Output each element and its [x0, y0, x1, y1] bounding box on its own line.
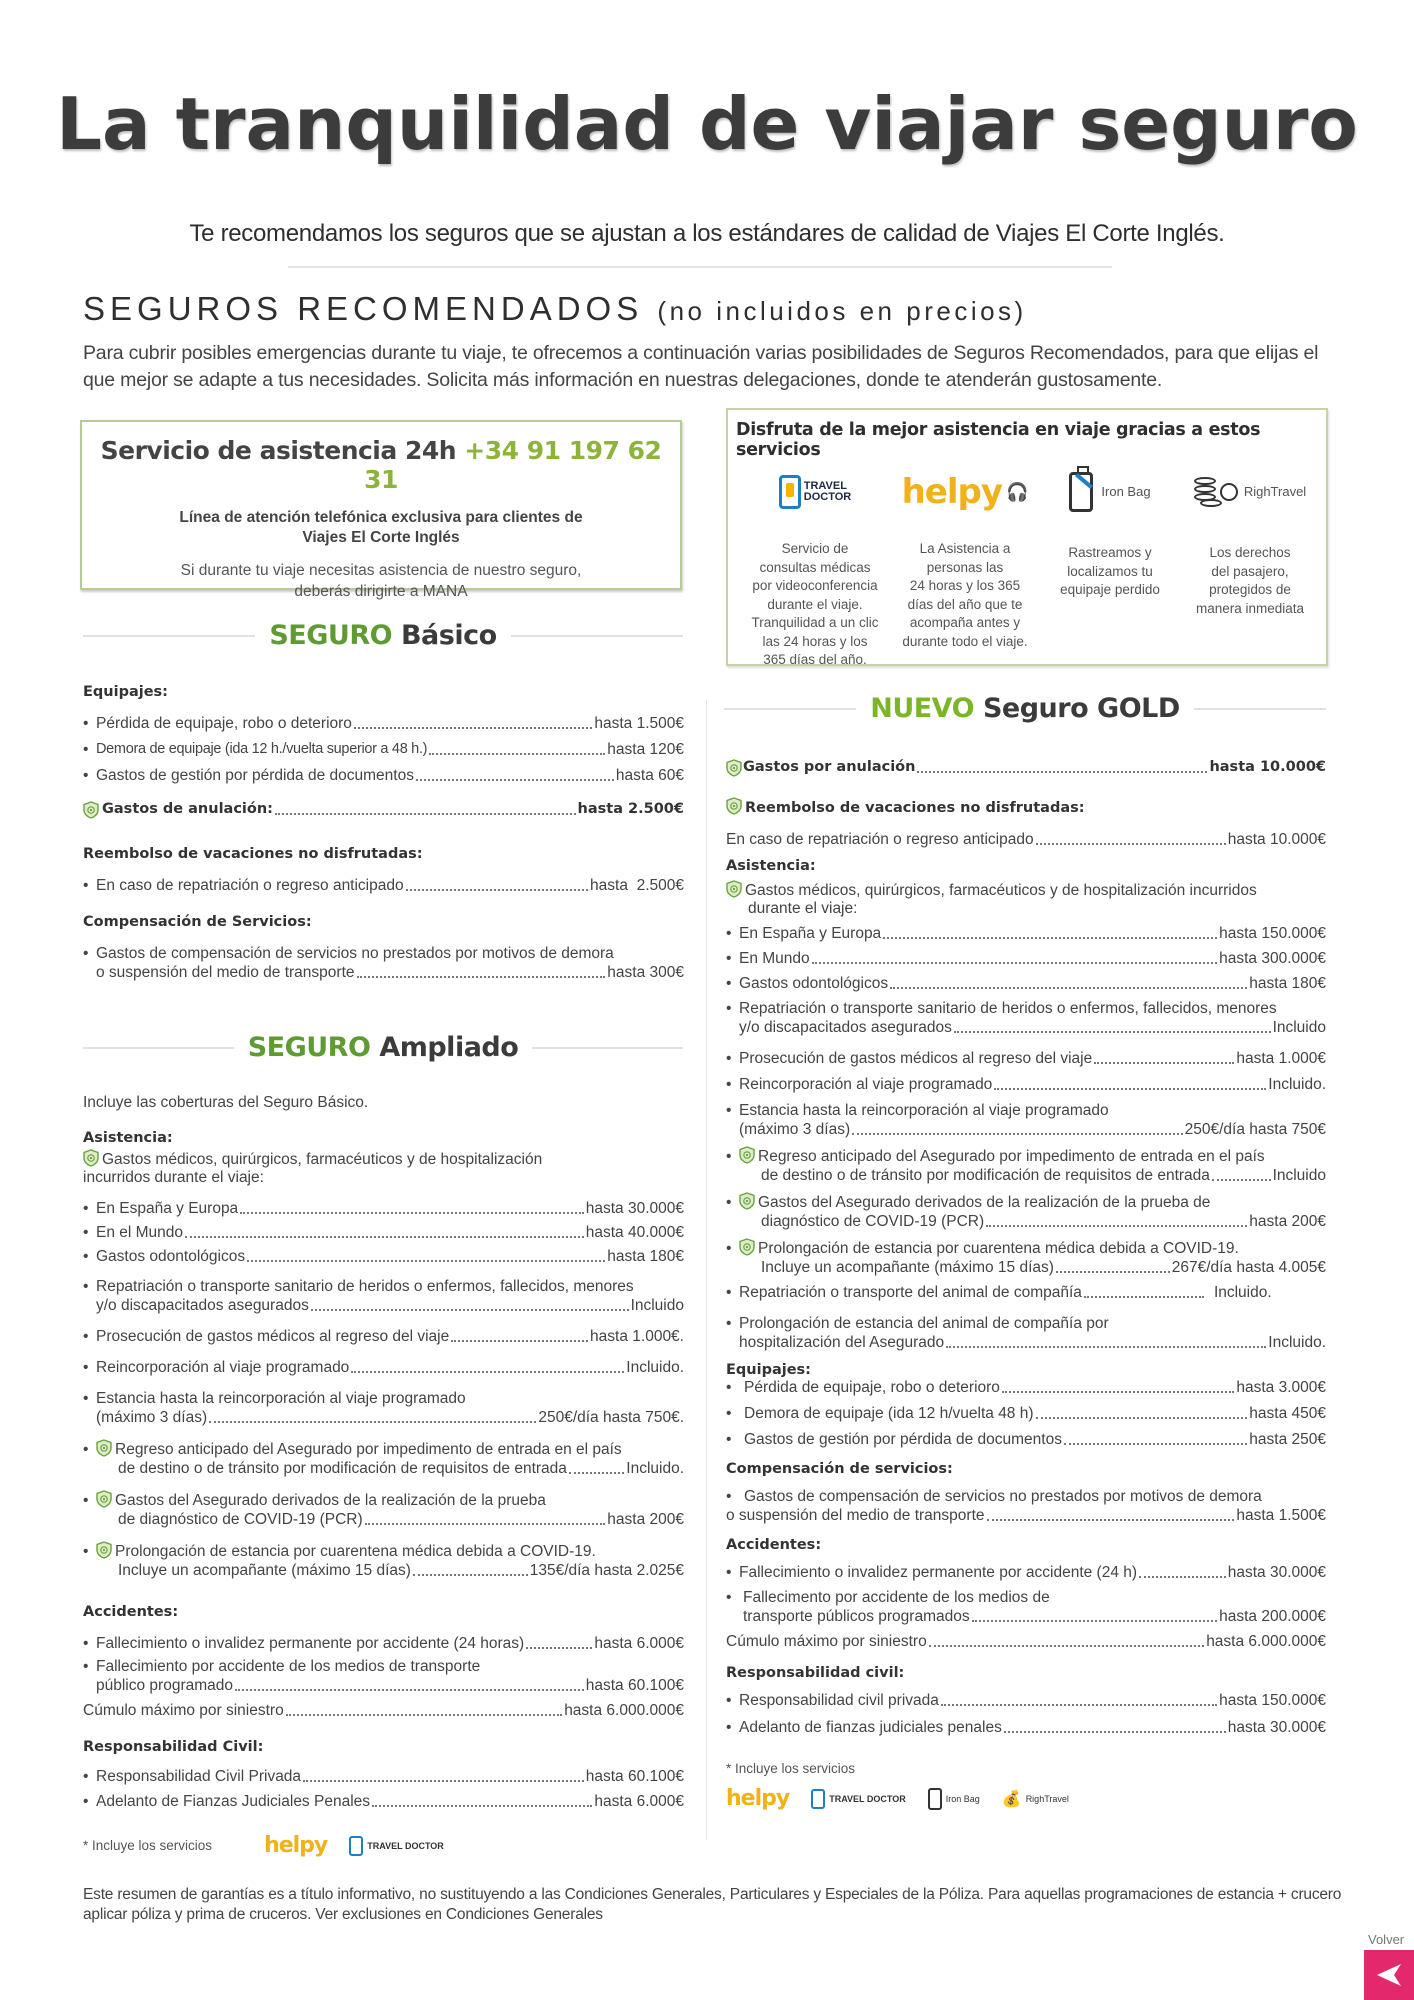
coverage-row: • Repatriación o transporte sanitario de heridos o enfermos, fallecidos, menores y/o discapacitados asegurados Incluido — [83, 1278, 684, 1314]
headset-icon: 🎧 — [1006, 481, 1029, 502]
gold-coverage — [726, 758, 1326, 1811]
desc-line: las 24 horas y los — [762, 633, 868, 649]
column-divider — [706, 700, 707, 1840]
coverage-row: Cúmulo máximo por siniestro hasta 6.000.000€ — [726, 1633, 1326, 1650]
group-label: Compensación de Servicios: — [83, 914, 312, 930]
service-description — [1042, 544, 1178, 600]
assistance-phone[interactable]: +34 91 197 62 31 — [364, 436, 662, 494]
coverage-row: • Prosecución de gastos médicos al regreso del viaje hasta 1.000€ — [726, 1050, 1326, 1067]
group-label: Accidentes: — [83, 1604, 179, 1620]
included-services — [83, 1833, 684, 1858]
coins-icon: 💰 — [1001, 1790, 1022, 1808]
shield-icon — [726, 797, 742, 815]
shield-icon — [726, 880, 742, 898]
logo-text: DOCTOR — [803, 491, 852, 503]
footer-disclaimer: Este resumen de garantías es a título informativo, no sustituyendo a las Condiciones Generales, Particulares y Especiales de la Póliza. Para aquellas programaciones de estancia + crucero aplicar póliza y prima de cruceros. Ver exclusiones en Condiciones Generales — [83, 1886, 1342, 1923]
group-label: Asistencia: — [83, 1130, 173, 1146]
heading-line — [511, 635, 683, 637]
coverage-row: • Fallecimiento por accidente de los medios de transporte público programado hasta 60.100€ — [83, 1658, 684, 1694]
travel-doctor-logo — [742, 462, 888, 522]
travel-doctor-logo: TRAVEL DOCTOR — [811, 1789, 906, 1809]
coverage-row: • Adelanto de Fianzas Judiciales Penales hasta 6.000€ — [83, 1793, 684, 1810]
phone-icon — [349, 1836, 363, 1856]
helpy-logo: helpy — [264, 1833, 328, 1858]
divider — [288, 266, 1112, 268]
coverage-row: Gastos médicos, quirúrgicos, farmacéuticos y de hospitalización incurridos durante el viaje: — [726, 880, 1326, 918]
heading-line — [532, 1047, 683, 1049]
service-helpy — [892, 462, 1038, 651]
coverage-row: • Prosecución de gastos médicos al regreso del viaje hasta 1.000€. — [83, 1328, 684, 1345]
shield-icon — [739, 1192, 755, 1210]
service-rightravel — [1180, 462, 1320, 618]
desc-line: protegidos de — [1209, 582, 1291, 597]
desc-line: 365 días del año. — [763, 652, 867, 667]
includes-services-label: * Incluye los servicios — [83, 1838, 213, 1853]
coverage-row: • Regreso anticipado del Asegurado por impedimento de entrada en el país de destino o de tránsito por modificación de requisitos de entrada Incluido — [726, 1148, 1326, 1184]
assistance-note-2: deberás dirigirte a MANA — [294, 583, 468, 600]
assistance-title-text: Servicio de asistencia 24h — [100, 436, 457, 465]
coverage-row: • Prolongación de estancia por cuarentena médica debida a COVID-19. Incluye un acompañante (máximo 15 días) 267€/día hasta 4.005€ — [726, 1240, 1326, 1276]
section-heading-main: SEGUROS RECOMENDADOS — [83, 290, 644, 327]
shield-icon — [96, 1541, 112, 1559]
logo-text: Iron Bag — [1101, 483, 1151, 499]
group-label: Equipajes: — [726, 1362, 811, 1378]
desc-line: Rastreamos y — [1068, 545, 1152, 560]
desc-line: La Asistencia a — [919, 541, 1011, 556]
gold-title: NUEVO Seguro GOLD — [870, 693, 1180, 724]
coverage-row: • Reincorporación al viaje programado Incluido. — [83, 1359, 684, 1376]
page-subtitle: Te recomendamos los seguros que se ajustan a los estándares de calidad de Viajes El Corte Inglés. — [189, 220, 1225, 247]
desc-line: por videoconferencia — [752, 578, 878, 593]
desc-line: durante el viaje. — [767, 596, 863, 612]
back-label: Volver — [1368, 1932, 1405, 1947]
basico-heading — [83, 620, 683, 651]
service-description — [1180, 544, 1320, 618]
group-label: Compensación de servicios: — [726, 1461, 953, 1477]
group-label: Equipajes: — [83, 684, 168, 700]
desc-line: equipaje perdido — [1060, 582, 1160, 597]
phone-icon — [811, 1789, 825, 1809]
assistance-line — [82, 508, 680, 548]
heading-line — [724, 708, 856, 710]
rightravel-logo: 💰 RighTravel — [1001, 1790, 1069, 1808]
coverage-row: • Regreso anticipado del Asegurado por impedimento de entrada en el país de destino o de tránsito por modificación de requisitos de entrada Incluido. — [83, 1441, 684, 1477]
shield-icon — [83, 801, 99, 819]
helpy-logo — [892, 462, 1038, 522]
coverage-row: • Fallecimiento o invalidez permanente por accidente (24 h) hasta 30.000€ — [726, 1564, 1326, 1581]
heading-line — [83, 1047, 234, 1049]
coverage-row: • En España y Europa hasta 30.000€ — [83, 1200, 684, 1217]
back-button[interactable] — [1364, 1950, 1414, 2000]
assistance-box — [80, 420, 682, 600]
rightravel-logo — [1180, 462, 1320, 522]
ampliado-heading — [83, 1032, 683, 1063]
luggage-icon — [1069, 472, 1093, 512]
coverage-row: • Gastos del Asegurado derivados de la realización de la prueba de diagnóstico de COVID-19 (PCR) hasta 200€ — [83, 1492, 684, 1528]
section-heading-sub: (no incluidos en precios) — [657, 296, 1027, 326]
logo-text: helpy — [901, 471, 1002, 512]
group-label: Asistencia: — [726, 858, 816, 874]
luggage-icon — [928, 1788, 942, 1810]
assistance-line-1: Línea de atención telefónica exclusiva para clientes de — [179, 509, 583, 526]
coverage-row: • Fallecimento por accidente de los medios de transporte públicos programados hasta 200.000€ — [726, 1589, 1326, 1625]
coverage-row: • Demora de equipaje (ida 12 h/vuelta 48 h) hasta 450€ — [726, 1405, 1326, 1422]
shield-icon — [83, 1149, 99, 1167]
service-iron-bag — [1042, 462, 1178, 600]
heading-line — [1194, 708, 1326, 710]
iron-bag-logo: Iron Bag — [928, 1788, 980, 1810]
desc-line: acompaña antes y — [909, 615, 1021, 630]
includes-services-label: * Incluye los servicios — [726, 1761, 856, 1776]
coverage-row: • Gastos del Asegurado derivados de la realización de la prueba de diagnóstico de COVID-19 (PCR) hasta 200€ — [726, 1194, 1326, 1230]
coverage-row: • Responsabilidad civil privada hasta 150.000€ — [726, 1692, 1326, 1709]
ampliado-coverage — [83, 1094, 684, 1858]
coverage-row: • Pérdida de equipaje, robo o deterioro hasta 1.500€ — [83, 715, 684, 732]
section-heading — [83, 290, 1027, 328]
coverage-row: • Gastos de compensación de servicios no prestados por motivos de demora o suspensión del medio de transporte hasta 1.500€ — [726, 1488, 1326, 1524]
coverage-row: • Responsabilidad Civil Privada hasta 60.100€ — [83, 1768, 684, 1785]
coverage-row: • Gastos de gestión por pérdida de documentos hasta 250€ — [726, 1431, 1326, 1448]
coverage-row: Gastos médicos, quirúrgicos, farmacéuticos y de hospitalización incurridos durante el viaje: — [83, 1151, 543, 1186]
helpy-logo: helpy — [726, 1786, 790, 1811]
coverage-row: Cúmulo máximo por siniestro hasta 6.000.000€ — [83, 1702, 684, 1719]
basico-title: SEGURO Básico — [269, 620, 497, 651]
basico-coverage — [83, 684, 684, 982]
coverage-row: • Repatriación o transporte del animal de compañía Incluido. — [726, 1284, 1272, 1301]
services-box — [726, 408, 1328, 666]
coverage-row: • Adelanto de fianzas judiciales penales hasta 30.000€ — [726, 1719, 1326, 1736]
assistance-line-2: Viajes El Corte Inglés — [302, 529, 460, 546]
heading-line — [83, 635, 255, 637]
coverage-row: En caso de repatriación o regreso anticipado hasta 10.000€ — [726, 831, 1326, 848]
logo-text: RighTravel — [1243, 483, 1307, 499]
group-label: Reembolso de vacaciones no disfrutadas: — [726, 797, 1326, 816]
included-services — [726, 1786, 1326, 1811]
shield-icon — [739, 1146, 755, 1164]
shield-icon — [96, 1439, 112, 1457]
coverage-row: Gastos de anulación: hasta 2.500€ — [83, 800, 684, 819]
shield-icon — [739, 1238, 755, 1256]
shield-icon — [96, 1490, 112, 1508]
desc-line: consultas médicas — [759, 559, 871, 575]
coverage-row: • Prolongación de estancia del animal de compañía por hospitalización del Asegurado Incluido. — [726, 1315, 1326, 1351]
desc-line: manera inmediata — [1195, 600, 1305, 616]
desc-line: del pasajero, — [1211, 563, 1289, 579]
coverage-row: • Reincorporación al viaje programado Incluido. — [726, 1076, 1326, 1093]
shield-icon — [726, 759, 742, 777]
coverage-row: • Fallecimiento o invalidez permanente por accidente (24 horas) hasta 6.000€ — [83, 1635, 684, 1652]
group-label: Responsabilidad civil: — [726, 1665, 905, 1681]
coverage-row: • Pérdida de equipaje, robo o deterioro hasta 3.000€ — [726, 1379, 1326, 1396]
coverage-row: Gastos por anulación hasta 10.000€ — [726, 758, 1326, 777]
desc-line: durante todo el viaje. — [902, 633, 1028, 649]
logo-text: TRAVEL — [803, 480, 847, 492]
page-title: La tranquilidad de viajar seguro — [56, 82, 1358, 166]
group-label: Responsabilidad Civil: — [83, 1739, 264, 1755]
assistance-note-1: Si durante tu viaje necesitas asistencia de nuestro seguro, — [180, 562, 582, 579]
coverage-row: • En Mundo hasta 300.000€ — [726, 950, 1326, 967]
coverage-row: • Estancia hasta la reincorporación al viaje programado (máximo 3 días) 250€/día hasta 750€ — [726, 1102, 1326, 1138]
desc-line: localizamos tu — [1067, 563, 1153, 579]
desc-line: personas las — [926, 559, 1004, 575]
group-label: Accidentes: — [726, 1537, 822, 1553]
coverage-row: • Gastos odontológicos hasta 180€ — [726, 975, 1326, 992]
coverage-row: • En caso de repatriación o regreso anticipado hasta 2.500€ — [83, 877, 684, 894]
gold-heading — [724, 693, 1326, 724]
arrow-left-icon — [1375, 1962, 1403, 1988]
coverage-row: • Prolongación de estancia por cuarentena médica debida a COVID-19. Incluye un acompañante (máximo 15 días) 135€/día hasta 2.025€ — [83, 1543, 684, 1579]
coverage-row: • Gastos de compensación de servicios no prestados por motivos de demora o suspensión del medio de transporte hasta 300€ — [83, 945, 684, 981]
group-label: Reembolso de vacaciones no disfrutadas: — [83, 846, 423, 862]
desc-line: 24 horas y los 365 — [909, 578, 1021, 593]
desc-line: días del año que te — [907, 596, 1023, 612]
desc-line: Servicio de — [781, 541, 849, 556]
desc-line: Tranquilidad a un clic — [751, 615, 879, 630]
assistance-note — [82, 560, 680, 602]
ampliado-title: SEGURO Ampliado — [247, 1032, 519, 1063]
coverage-row: • Repatriación o transporte sanitario de heridos o enfermos, fallecidos, menores y/o discapacitados asegurados Incluido — [726, 1000, 1326, 1036]
iron-bag-logo — [1042, 462, 1178, 522]
ampliado-includes: Incluye las coberturas del Seguro Básico. — [83, 1094, 369, 1111]
service-travel-doctor — [742, 462, 888, 670]
desc-line: Los derechos — [1209, 545, 1291, 560]
service-description — [742, 540, 888, 670]
intro-paragraph: Para cubrir posibles emergencias durante tu viaje, te ofrecemos a continuación varias posibilidades de Seguros Recomendados, para que elijas el que mejor se adapte a tus necesidades. Solicita más información en nuestras delegaciones, donde te atenderán gustosamente. — [83, 342, 1319, 391]
travel-doctor-logo: TRAVEL DOCTOR — [349, 1836, 444, 1856]
coverage-row: • Demora de equipaje (ida 12 h./vuelta superior a 48 h.) hasta 120€ — [83, 741, 684, 758]
services-title: Disfruta de la mejor asistencia en viaje gracias a estos servicios — [736, 420, 1261, 460]
coverage-row: • Estancia hasta la reincorporación al viaje programado (máximo 3 días) 250€/día hasta 750€. — [83, 1390, 684, 1426]
coverage-row: • En España y Europa hasta 150.000€ — [726, 925, 1326, 942]
coverage-row: • Gastos odontológicos hasta 180€ — [83, 1248, 684, 1265]
coverage-row: • Gastos de gestión por pérdida de documentos hasta 60€ — [83, 767, 684, 784]
coins-icon — [1194, 475, 1238, 509]
assistance-title — [82, 436, 680, 494]
service-description — [892, 540, 1038, 651]
coverage-row: • En el Mundo hasta 40.000€ — [83, 1224, 684, 1241]
phone-icon — [779, 475, 801, 509]
